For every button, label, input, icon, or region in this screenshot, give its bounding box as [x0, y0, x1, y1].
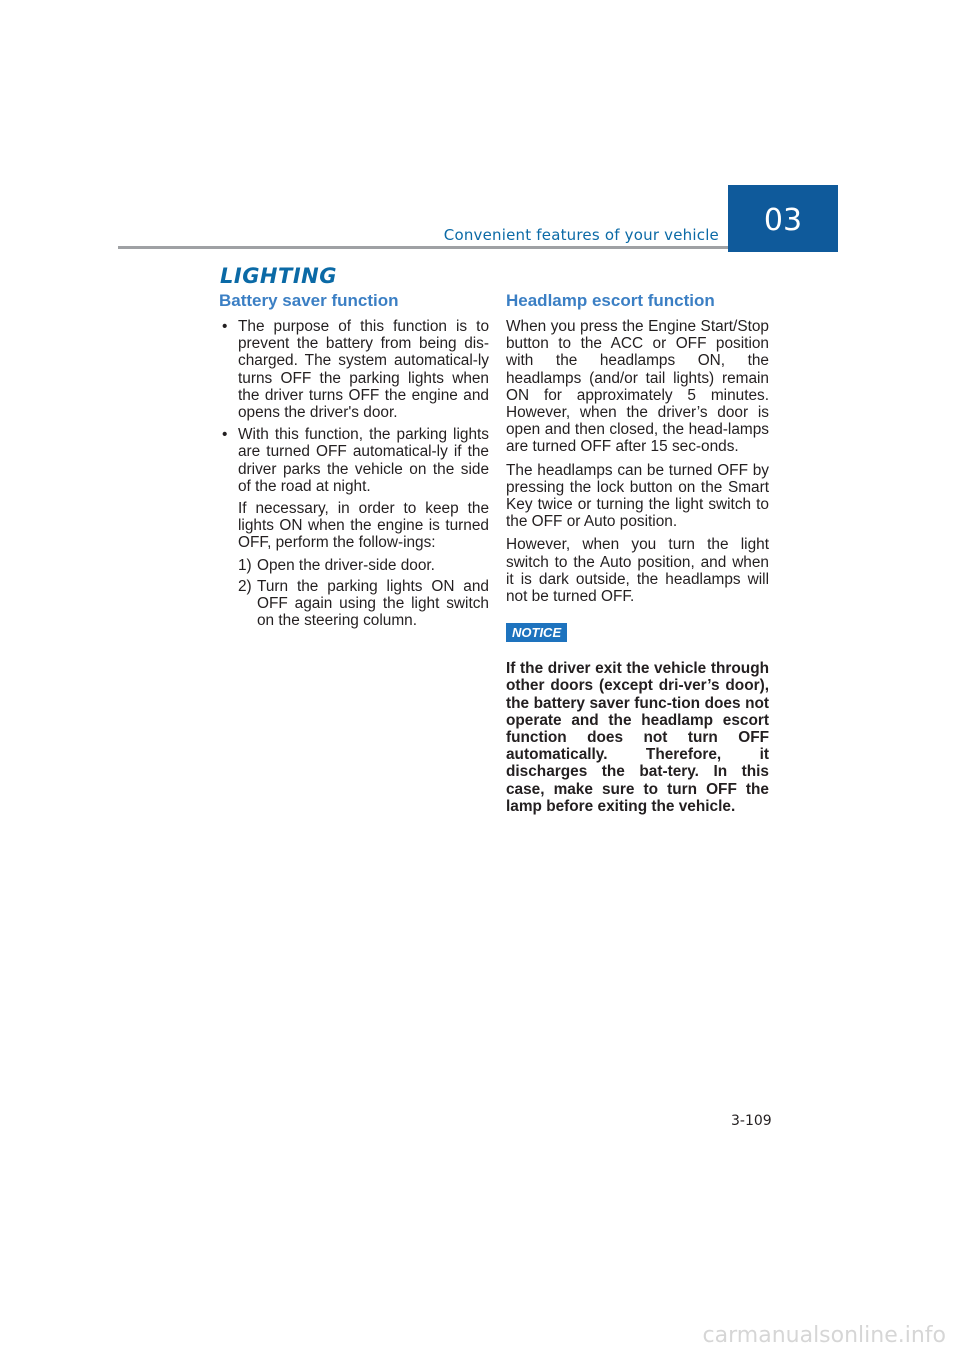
- paragraph: When you press the Engine Start/Stop button to the ACC or OFF position with the headlamps ON, the headlamps (and/or tail lights) remain ON for approximately 5 minutes. However, when the driver’s door is open and then closed, the head-lamps are turned OFF after 15 sec-onds.: [506, 318, 769, 456]
- paragraph: The headlamps can be turned OFF by pressing the lock button on the Smart Key twice or turning the light switch to the OFF or Auto position.: [506, 461, 769, 531]
- chapter-number: 03: [763, 203, 803, 238]
- header-rule: [118, 246, 728, 249]
- followup-paragraph: If necessary, in order to keep the lights ON when the engine is turned OFF, perform the follow-ings:: [238, 500, 489, 552]
- watermark: carmanualsonline.info: [702, 1323, 946, 1348]
- page-number: 3-109: [731, 1113, 772, 1129]
- list-item: • The purpose of this function is to prevent the battery from being dis-charged. The system automatical-ly turns OFF the parking lights when the driver turns OFF the engine and opens the driver's door.: [222, 318, 489, 422]
- battery-saver-heading: Battery saver function: [219, 291, 399, 310]
- list-item: 1) Open the driver-side door.: [238, 556, 435, 574]
- bullet-icon: •: [222, 318, 228, 335]
- notice-text: If the driver exit the vehicle through other doors (except dri-ver’s door), the battery saver func-tion does not operate and the headlamp escort function does not turn OFF automatically. Therefore, it discharges the bat-tery. In this case, make sure to turn OFF the lamp before exiting the vehicle.: [506, 660, 769, 815]
- headlamp-escort-heading: Headlamp escort function: [506, 291, 715, 310]
- chapter-badge: [728, 185, 838, 252]
- list-item: • With this function, the parking lights are turned OFF automatical-ly if the driver parks the vehicle on the side of the road at night.: [222, 426, 489, 495]
- section-heading: LIGHTING: [220, 264, 337, 288]
- battery-saver-bullets: [219, 318, 489, 495]
- steps-list: [219, 557, 489, 630]
- notice-badge: NOTICE: [506, 623, 567, 642]
- list-item: 2) Turn the parking lights ON and OFF again using the light switch on the steering column.: [238, 577, 489, 630]
- paragraph: However, when you turn the light switch to the Auto position, and when it is dark outside, the headlamps will not be turned OFF.: [506, 536, 769, 606]
- bullet-icon: •: [222, 426, 228, 444]
- left-column: [219, 290, 489, 633]
- header-title: Convenient features of your vehicle: [443, 226, 719, 244]
- right-column: [506, 290, 769, 815]
